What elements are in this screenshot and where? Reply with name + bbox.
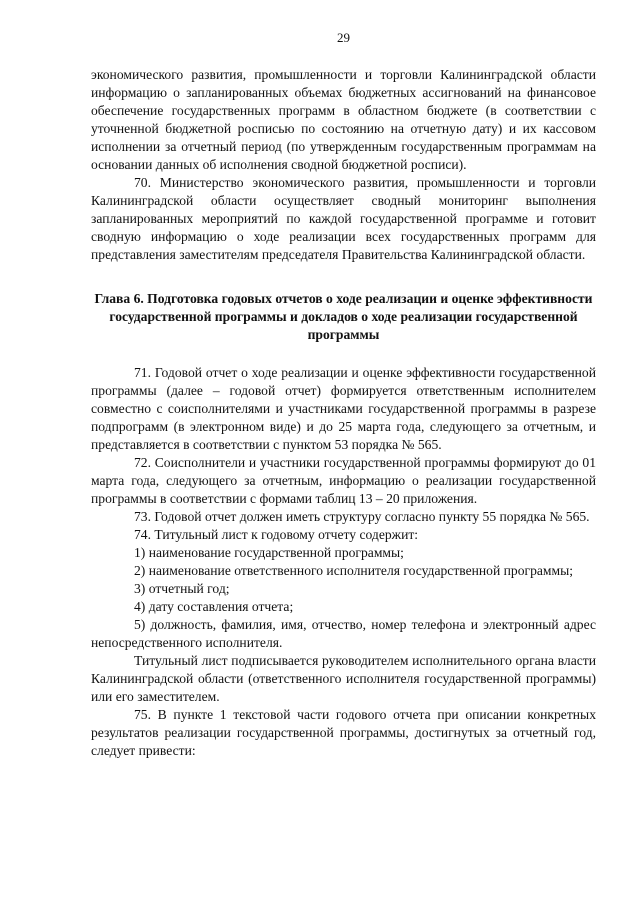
text-block-after-chapter — [91, 364, 596, 760]
list-item-2: 2) наименование ответственного исполнителя государственной программы; — [134, 563, 574, 578]
list-item-4: 4) дату составления отчета; — [134, 599, 294, 614]
page-number: 29 — [337, 30, 350, 45]
list-item-1: 1) наименование государственной программы; — [134, 545, 404, 560]
paragraph-continuation: экономического развития, промышленности и торговли Калининградской области информацию о запланированных объемах бюджетных ассигнований на финансовое обеспечение государственных программ в областном бюджете (в соответствии с уточненной бюджетной росписью по состоянию на отчетную дату) и их кассовом исполнении за отчетный период (по утвержденным государственным программам на основании данных об исполнения сводной бюджетной росписи). — [91, 67, 596, 172]
paragraph-70: 70. Министерство экономического развития, промышленности и торговли Калининградской области осуществляет сводный мониторинг выполнения запланированных мероприятий по каждой государственной программе и готовит сводную информацию о ходе реализации всех государственных программ для представления заместителям председателя Правительства Калининградской области. — [91, 175, 596, 262]
text-block-before-chapter — [91, 66, 596, 264]
list-item-3: 3) отчетный год; — [134, 581, 230, 596]
list-item-5: 5) должность, фамилия, имя, отчество, номер телефона и электронный адрес непосредственного исполнителя. — [91, 617, 596, 650]
paragraph-74: 74. Титульный лист к годовому отчету содержит: — [134, 527, 419, 542]
paragraph-71: 71. Годовой отчет о ходе реализации и оценке эффективности государственной программы (далее – годовой отчет) формируется ответственным исполнителем совместно с соисполнителями и участниками государственной программы в разрезе подпрограмм (в электронном виде) и до 25 марта года, следующего за отчетным, и представляется в соответствии с пунктом 53 порядка № 565. — [91, 365, 596, 452]
paragraph-title-page-signature: Титульный лист подписывается руководителем исполнительного органа власти Калининградской области (ответственного исполнителя государственной программы) или его заместителем. — [91, 653, 596, 704]
paragraph-73: 73. Годовой отчет должен иметь структуру согласно пункту 55 порядка № 565. — [134, 509, 590, 524]
paragraph-72: 72. Соисполнители и участники государственной программы формируют до 01 марта года, следующего за отчетным, информацию о реализации государственной программы в соответствии с формами таблиц 13 – 20 приложения. — [91, 455, 596, 506]
chapter-heading: Глава 6. Подготовка годовых отчетов о ходе реализации и оценке эффективности государственной программы и докладов о ходе реализации государственной программы — [94, 291, 593, 342]
paragraph-75: 75. В пункте 1 текстовой части годового отчета при описании конкретных результатов реализации государственной программы, достигнутых за отчетный год, следует привести: — [91, 707, 596, 758]
